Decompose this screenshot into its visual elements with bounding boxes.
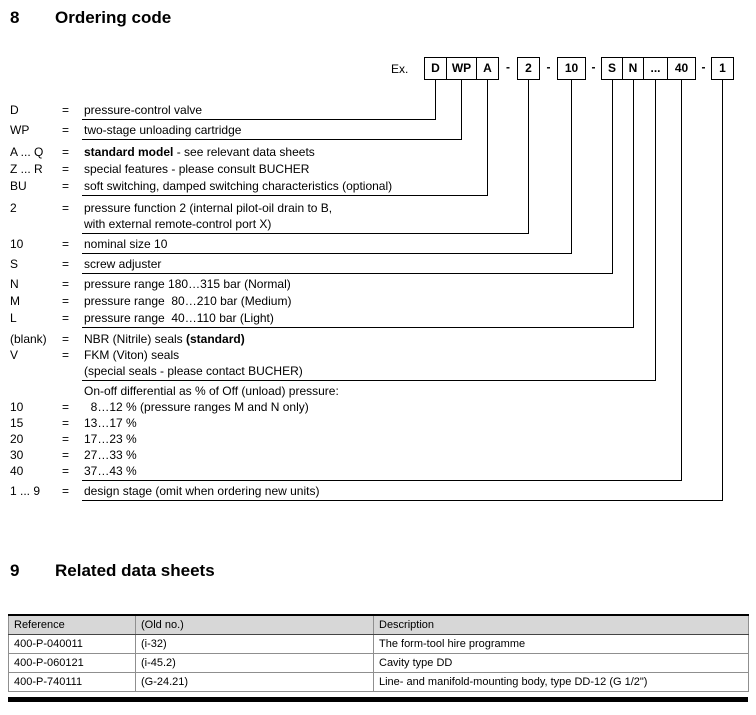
equals-sign: = xyxy=(62,201,70,215)
code-box-40: 40 xyxy=(667,57,696,80)
code-box-1: 1 xyxy=(711,57,734,80)
section-9-heading xyxy=(10,561,215,581)
equals-sign: = xyxy=(62,277,70,291)
connector-vline-s xyxy=(612,80,613,273)
connector-vline-d xyxy=(435,80,436,119)
ordering-row-diff-15 xyxy=(10,416,137,430)
code-description: 8…12 % (pressure ranges M and N only) xyxy=(84,400,309,414)
header-description: Description xyxy=(374,615,749,635)
connector-vline-1 xyxy=(722,80,723,500)
table-row xyxy=(9,635,749,654)
connector-hline-1 xyxy=(82,500,723,501)
ordering-row-diff-30 xyxy=(10,448,137,462)
code-label: 15 xyxy=(10,416,24,430)
ordering-row-diff-10 xyxy=(10,400,309,414)
table-row xyxy=(9,654,749,673)
table-header-row xyxy=(9,615,749,635)
related-table xyxy=(8,614,748,692)
equals-sign: = xyxy=(62,464,70,478)
bold-text: standard model xyxy=(84,145,174,159)
code-description: pressure function 2 (internal pilot-oil drain to B, xyxy=(84,201,333,215)
ordering-row-blank-seals xyxy=(10,332,245,346)
equals-sign: = xyxy=(62,294,70,308)
ordering-row-v-seals-cont xyxy=(84,364,303,378)
ordering-row-m xyxy=(10,294,291,308)
ordering-row-s xyxy=(10,257,161,271)
table-row xyxy=(9,673,749,692)
separator-dash-2: - xyxy=(546,60,551,74)
code-description: special features - please consult BUCHER xyxy=(84,162,310,176)
connector-vline-seals xyxy=(655,80,656,380)
section-8-heading xyxy=(10,8,171,28)
ordering-row-z-r xyxy=(10,162,309,176)
code-description: (special seals - please contact BUCHER) xyxy=(84,364,303,378)
connector-hline-10 xyxy=(82,253,572,254)
equals-sign: = xyxy=(62,400,70,414)
equals-sign: = xyxy=(62,123,70,137)
code-description: On-off differential as % of Off (unload) pressure: xyxy=(84,384,339,398)
ordering-row-l xyxy=(10,311,274,325)
cell-reference: 400-P-740111 xyxy=(9,673,136,692)
code-label: (blank) xyxy=(10,332,47,346)
description-start: NBR (Nitrile) seals xyxy=(84,332,187,346)
cell-description: Line- and manifold-mounting body, type DD-12 (G 1/2") xyxy=(374,673,749,692)
code-box-a: A xyxy=(476,57,499,80)
cell-description: Cavity type DD xyxy=(374,654,749,673)
code-label: WP xyxy=(10,123,30,137)
ordering-row-wp xyxy=(10,123,241,137)
ordering-row-diff-20 xyxy=(10,432,137,446)
cell-old-no: (i-32) xyxy=(136,635,374,654)
equals-sign: = xyxy=(62,311,70,325)
ordering-row-bu xyxy=(10,179,392,193)
separator-dash-1: - xyxy=(506,60,510,74)
example-label: Ex. xyxy=(391,62,409,76)
connector-vline-wp xyxy=(461,80,462,139)
code-box-2: 2 xyxy=(517,57,540,80)
code-description xyxy=(84,145,315,159)
description-rest: - see relevant data sheets xyxy=(173,145,315,159)
ordering-row-n xyxy=(10,277,291,291)
ordering-row-design-stage xyxy=(10,484,319,498)
ordering-row-diff-40 xyxy=(10,464,137,478)
cell-reference: 400-P-060121 xyxy=(9,654,136,673)
code-description: pressure range 40…110 bar (Light) xyxy=(84,311,274,325)
code-box-10: 10 xyxy=(557,57,586,80)
code-label: A ... Q xyxy=(10,145,44,159)
ordering-row-d xyxy=(10,103,202,117)
equals-sign: = xyxy=(62,432,70,446)
section-8-title: Ordering code xyxy=(55,8,172,27)
equals-sign: = xyxy=(62,237,70,251)
connector-vline-40 xyxy=(681,80,682,480)
code-description: soft switching, damped switching characteristics (optional) xyxy=(84,179,393,193)
code-description: 27…33 % xyxy=(84,448,137,462)
code-label: M xyxy=(10,294,20,308)
code-description: design stage (omit when ordering new units) xyxy=(84,484,320,498)
connector-hline-n xyxy=(82,327,634,328)
code-description: 37…43 % xyxy=(84,464,137,478)
ordering-row-v-seals xyxy=(10,348,179,362)
equals-sign: = xyxy=(62,348,70,362)
equals-sign: = xyxy=(62,484,70,498)
equals-sign: = xyxy=(62,448,70,462)
code-description: 13…17 % xyxy=(84,416,137,430)
code-box-s: S xyxy=(601,57,623,80)
connector-hline-40 xyxy=(82,480,682,481)
code-box-wp: WP xyxy=(446,57,477,80)
section-9-title: Related data sheets xyxy=(55,561,215,580)
cell-old-no: (i-45.2) xyxy=(136,654,374,673)
section-9-number: 9 xyxy=(10,561,20,580)
code-description: FKM (Viton) seals xyxy=(84,348,180,362)
separator-dash-3: - xyxy=(591,60,596,74)
code-box-d: D xyxy=(424,57,447,80)
code-label: L xyxy=(10,311,17,325)
code-description xyxy=(84,332,245,346)
code-label: BU xyxy=(10,179,27,193)
code-description: pressure range 80…210 bar (Medium) xyxy=(84,294,292,308)
code-box-dots: ... xyxy=(643,57,668,80)
connector-hline-seals xyxy=(82,380,656,381)
code-label: 10 xyxy=(10,237,24,251)
cell-description: The form-tool hire programme xyxy=(374,635,749,654)
equals-sign: = xyxy=(62,332,70,346)
code-label: 2 xyxy=(10,201,17,215)
connector-hline-a xyxy=(82,195,488,196)
equals-sign: = xyxy=(62,257,70,271)
code-description: screw adjuster xyxy=(84,257,162,271)
code-label: Z ... R xyxy=(10,162,43,176)
connector-hline-wp xyxy=(82,139,462,140)
code-label: N xyxy=(10,277,19,291)
bold-text: (standard) xyxy=(186,332,245,346)
table-body xyxy=(9,635,749,692)
code-label: 30 xyxy=(10,448,24,462)
code-label: V xyxy=(10,348,19,362)
header-reference: Reference xyxy=(9,615,136,635)
cell-old-no: (G-24.21) xyxy=(136,673,374,692)
code-description: pressure-control valve xyxy=(84,103,203,117)
connector-vline-n xyxy=(633,80,634,327)
table-head xyxy=(9,615,749,635)
section-8-number: 8 xyxy=(10,8,20,27)
connector-hline-s xyxy=(82,273,613,274)
code-description: two-stage unloading cartridge xyxy=(84,123,242,137)
connector-hline-2 xyxy=(82,233,529,234)
header-old-no: (Old no.) xyxy=(136,615,374,635)
connector-hline-d xyxy=(82,119,436,120)
connector-vline-2 xyxy=(528,80,529,233)
ordering-row-size-10 xyxy=(10,237,167,251)
equals-sign: = xyxy=(62,162,70,176)
ordering-row-a-q xyxy=(10,145,315,159)
ordering-row-function-2-cont xyxy=(84,217,271,231)
cell-reference: 400-P-040011 xyxy=(9,635,136,654)
table-bottom-bar xyxy=(8,697,748,702)
separator-dash-4: - xyxy=(701,60,706,74)
equals-sign: = xyxy=(62,103,70,117)
code-description: with external remote-control port X) xyxy=(84,217,272,231)
code-label: 1 ... 9 xyxy=(10,484,41,498)
code-description: 17…23 % xyxy=(84,432,137,446)
code-label: 20 xyxy=(10,432,24,446)
code-label: 40 xyxy=(10,464,24,478)
equals-sign: = xyxy=(62,416,70,430)
equals-sign: = xyxy=(62,179,70,193)
ordering-row-onoff-header xyxy=(84,384,339,398)
connector-vline-a xyxy=(487,80,488,195)
code-label: S xyxy=(10,257,19,271)
code-description: pressure range 180…315 bar (Normal) xyxy=(84,277,291,291)
related-table-grid xyxy=(8,614,749,692)
code-description: nominal size 10 xyxy=(84,237,168,251)
code-box-n: N xyxy=(622,57,644,80)
code-label: 10 xyxy=(10,400,24,414)
connector-vline-10 xyxy=(571,80,572,253)
ordering-row-function-2 xyxy=(10,201,332,215)
equals-sign: = xyxy=(62,145,70,159)
code-label: D xyxy=(10,103,19,117)
